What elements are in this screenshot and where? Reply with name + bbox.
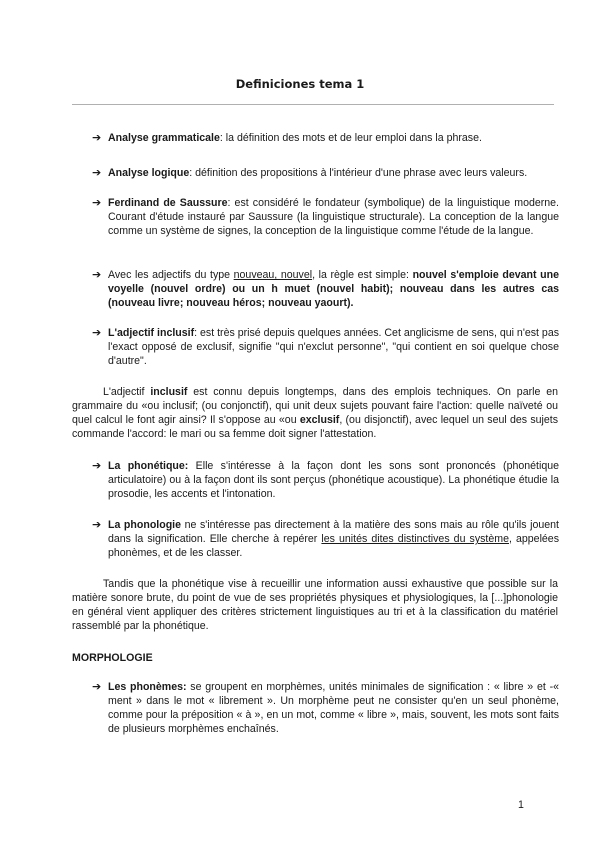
arrow-icon: ➔ — [92, 131, 102, 144]
arrow-icon: ➔ — [92, 459, 102, 472]
bullet-text: : est considéré le fondateur (symbolique) de la linguistique moderne. Courant d'étude instauré par Saussure (la linguistique structurale). La conception de la langue comme un système de signes, la conception de la linguistique comme l'étude de la langue. — [108, 197, 559, 237]
bullet-phonetique — [92, 459, 559, 501]
arrow-icon: ➔ — [92, 326, 102, 339]
section-heading-morphologie: MORPHOLOGIE — [72, 652, 153, 664]
bullet-text: se groupent en morphèmes, unités minimales de signification : « libre » et -« ment » dans le mot « librement ». Un morphème peut ne consister qu'en un seul phonème, comme pour la préposition « à », en un mot, comme « libre », mais, souvent, les mots sont faits de plusieurs morphèmes enchaînés. — [108, 681, 559, 735]
bullet-term: Ferdinand de Saussure — [108, 197, 228, 209]
bullet-text: , appelées phonèmes, et de les classer. — [108, 533, 559, 559]
bullet-term: La phonétique: — [108, 460, 189, 472]
arrow-icon: ➔ — [92, 166, 102, 179]
bold-rule: nouvel s'emploie devant une voyelle (nouvel ordre) ou un h muet (nouvel habit); nouveau dans les autres cas (nouveau livre; nouveau héros; nouveau yaourt). — [108, 269, 559, 309]
para-text: , (ou disjonctif), avec lequel un seul des sujets commande l'accord: le mari ou sa femme doit signer l'attestation. — [72, 414, 558, 440]
arrow-icon: ➔ — [92, 518, 102, 531]
arrow-icon: ➔ — [92, 268, 102, 281]
bullet-text: : définition des propositions à l'intérieur d'une phrase avec leurs valeurs. — [189, 167, 528, 179]
para-text: est connu depuis longtemps, dans des emplois techniques. On parle en grammaire du «ou inclusif; (ou conjonctif), qui unit deux sujets pouvant faire l'action: quelle naïveté ou quel calcul le font agir ainsi? Il s'oppose au «ou — [72, 386, 558, 426]
para-text: L'adjectif — [103, 386, 151, 398]
page-number: 1 — [518, 799, 524, 811]
bold-term: exclusif — [299, 414, 340, 426]
arrow-icon: ➔ — [92, 680, 102, 693]
bullet-text: , la règle est simple: — [312, 269, 413, 281]
bullet-adjectifs-nouveau — [92, 268, 559, 310]
bullet-term: Analyse logique — [108, 167, 190, 179]
title-divider — [72, 104, 554, 105]
bullet-text: ne s'intéresse pas directement à la matière des sons mais au rôle qu'ils jouent dans la signification. Elle cherche à repérer — [108, 519, 559, 545]
bold-term: inclusif — [150, 386, 188, 398]
bullet-text: Elle s'intéresse à la façon dont les sons sont prononcés (phonétique articulatoire) ou à la façon dont ils sont perçus (phonétique acoustique). La phonétique étudie la prosodie, les accents et l'intonation. — [108, 460, 559, 500]
bullet-text: : la définition des mots et de leur emploi dans la phrase. — [219, 132, 482, 144]
paragraph-phonetique-phonologie: Tandis que la phonétique vise à recueillir une information aussi exhaustive que possible sur la matière sonore brute, du point de vue de ses propriétés physiques et physiologiques, la [...]phonologie en général vient appliquer des critères strictement linguistiques au tri et à la classification du matériel rassemblé par la phonétique. — [72, 578, 558, 632]
paragraph-inclusif — [72, 385, 558, 441]
bullet-analyse-grammaticale — [92, 131, 559, 145]
bullet-term: Analyse grammaticale — [108, 132, 220, 144]
bullet-adjectif-inclusif — [92, 326, 559, 368]
bullet-term: L'adjectif inclusif — [108, 327, 195, 339]
page-title: Definiciones tema 1 — [235, 77, 365, 91]
underlined-text: les unités dites distinctives du système — [321, 533, 509, 545]
bullet-saussure — [92, 196, 559, 238]
bullet-analyse-logique — [92, 166, 559, 180]
bullet-text: : est très prisé depuis quelques années. Cet anglicisme de sens, qui n'est pas l'exact opposé de exclusif, signifie "qui n'exclut personne", "qui contient en soi quelque chose d'autre". — [108, 327, 560, 367]
bullet-term: Les phonèmes: — [108, 681, 187, 693]
arrow-icon: ➔ — [92, 196, 102, 209]
bullet-phonologie — [92, 518, 559, 560]
underlined-text: nouveau, nouvel — [233, 269, 313, 281]
bullet-term: La phonologie — [108, 519, 182, 531]
bullet-phonemes — [92, 680, 559, 736]
bullet-text: Avec les adjectifs du type — [108, 269, 234, 281]
